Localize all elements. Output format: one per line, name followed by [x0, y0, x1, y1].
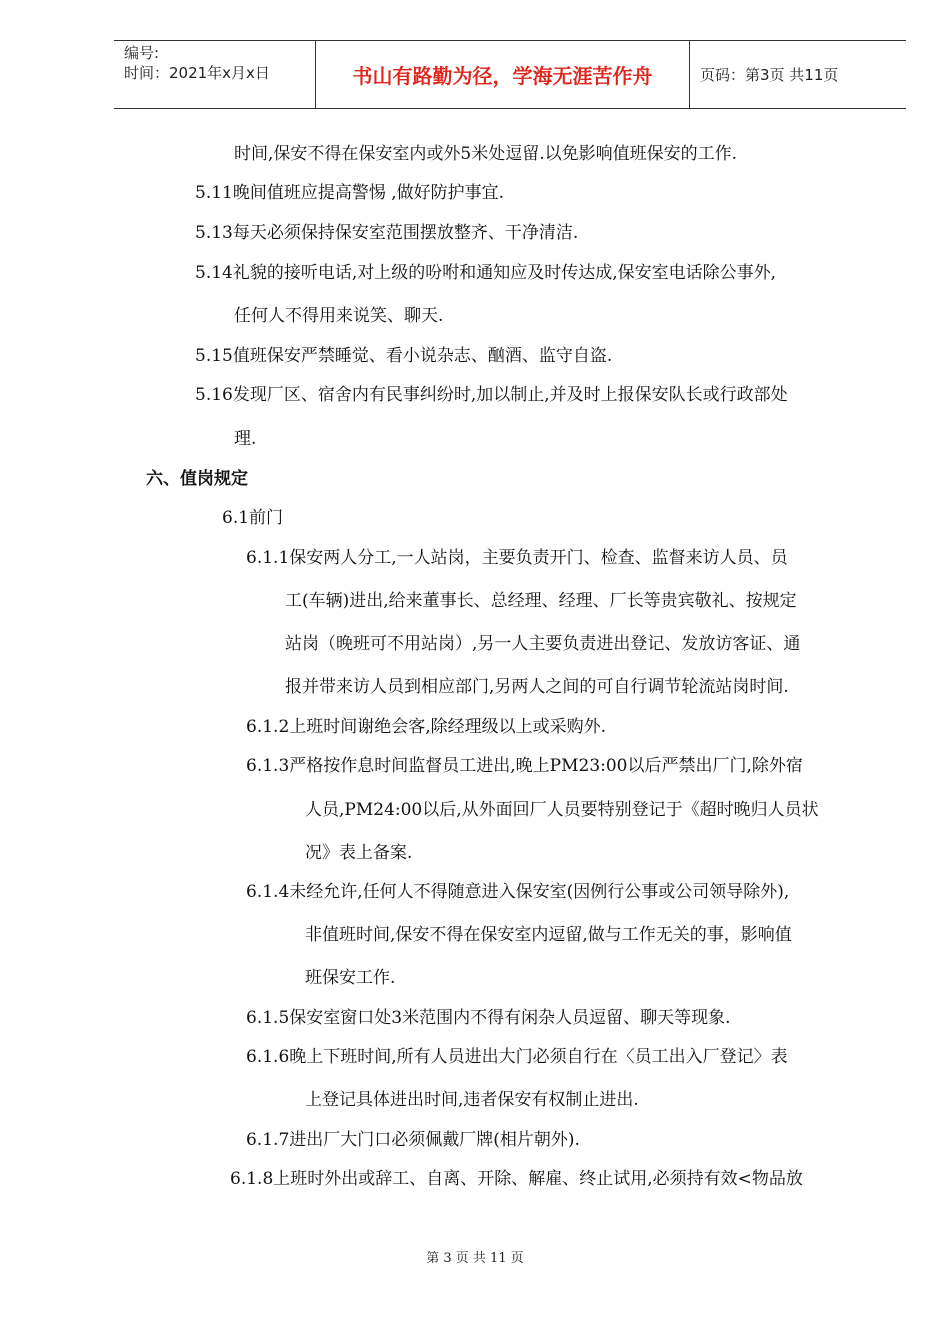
- subsection-heading: 6.1前门: [222, 508, 284, 528]
- body-line: 时间,保安不得在保安室内或外5米处逗留.以免影响值班保安的工作.: [234, 144, 738, 164]
- header-motto: 书山有路勤为径，学海无涯苦作舟: [316, 41, 690, 108]
- body-line: 6.1.6晚上下班时间,所有人员进出大门必须自行在〈员工出入厂登记〉表: [246, 1047, 788, 1067]
- section-heading: 六、值岗规定: [146, 469, 248, 489]
- body-line: 6.1.4未经允许,任何人不得随意进入保安室(因例行公事或公司领导除外),: [246, 882, 790, 902]
- header-page-info: 页码：第3页 共11页: [700, 66, 839, 84]
- body-line: 6.1.8上班时外出或辞工、自离、开除、解雇、终止试用,必须持有效<物品放: [230, 1169, 803, 1189]
- body-line: 班保安工作.: [305, 968, 396, 988]
- body-line: 6.1.1保安两人分工,一人站岗，主要负责开门、检查、监督来访人员、员: [246, 548, 788, 568]
- body-line: 6.1.5保安室窗口处3米范围内不得有闲杂人员逗留、聊天等现象.: [246, 1008, 731, 1028]
- body-line: 5.14礼貌的接听电话,对上级的吩咐和通知应及时传达成,保安室电话除公事外,: [195, 263, 777, 283]
- body-line: 上登记具体进出时间,违者保安有权制止进出.: [305, 1090, 639, 1110]
- body-line: 报并带来访人员到相应部门,另两人之间的可自行调节轮流站岗时间.: [285, 677, 789, 697]
- page-header: [114, 40, 906, 109]
- body-line: 6.1.2上班时间谢绝会客,除经理级以上或采购外.: [246, 717, 607, 737]
- body-line: 6.1.7进出厂大门口必须佩戴厂牌(相片朝外).: [246, 1130, 580, 1150]
- body-line: 非值班时间,保安不得在保安室内逗留,做与工作无关的事，影响值: [305, 925, 792, 945]
- body-line: 5.16发现厂区、宿舍内有民事纠纷时,加以制止,并及时上报保安队长或行政部处: [195, 385, 788, 405]
- body-line: 况》表上备案.: [305, 843, 413, 863]
- header-meta: [114, 41, 316, 108]
- page-footer: 第 3 页 共 11 页: [426, 1251, 524, 1266]
- document-date: 时间：2021年x月x日: [124, 64, 270, 82]
- document-number-label: 编号:: [124, 44, 160, 62]
- body-line: 5.15值班保安严禁睡觉、看小说杂志、酗酒、监守自盗.: [195, 346, 613, 366]
- body-line: 理.: [234, 429, 257, 449]
- body-line: 任何人不得用来说笑、聊天.: [234, 306, 444, 326]
- body-line: 站岗（晚班可不用站岗）,另一人主要负责进出登记、发放访客证、通: [285, 634, 801, 654]
- body-line: 人员,PM24:00以后,从外面回厂人员要特别登记于《超时晚归人员状: [305, 800, 819, 820]
- body-line: 6.1.3严格按作息时间监督员工进出,晚上PM23:00以后严禁出厂门,除外宿: [246, 756, 803, 776]
- body-line: 5.11晚间值班应提高警惕 ,做好防护事宜.: [195, 183, 505, 203]
- body-line: 5.13每天必须保持保安室范围摆放整齐、干净清洁.: [195, 223, 579, 243]
- body-line: 工(车辆)进出,给来董事长、总经理、经理、厂长等贵宾敬礼、按规定: [285, 591, 797, 611]
